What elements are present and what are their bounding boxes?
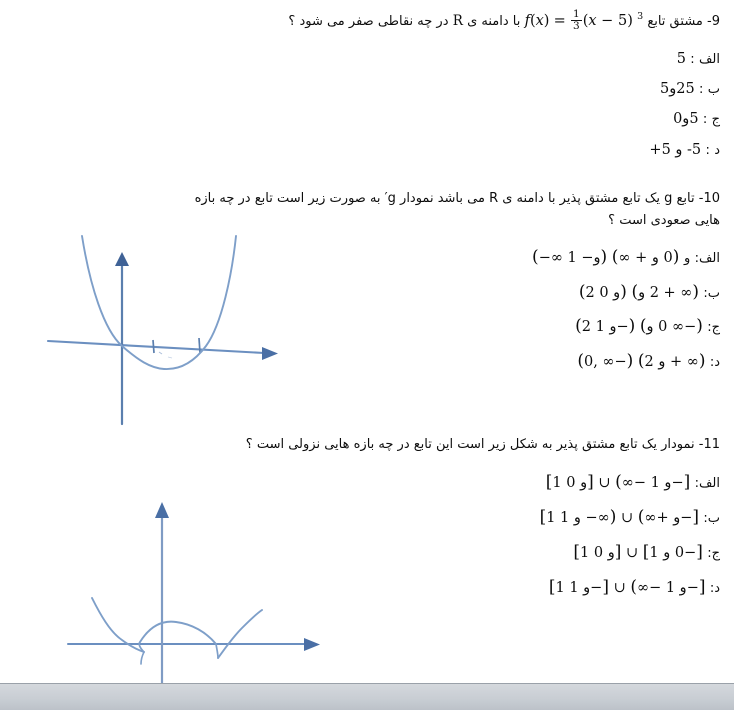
question-11-option-dal[interactable] <box>549 578 720 598</box>
question-11-option-be[interactable] <box>540 508 720 528</box>
option-key: ب <box>707 82 720 97</box>
question-9-option-dal[interactable] <box>649 141 720 160</box>
y-axis-arrowhead <box>115 252 129 266</box>
question-9-option-alef[interactable] <box>677 50 720 69</box>
option-value: 5 <box>676 51 686 67</box>
option-separator: : <box>694 476 699 491</box>
question-10-option-be[interactable] <box>579 283 720 303</box>
question-11-number: 11- <box>694 437 720 452</box>
question-9-lead: مشتق تابع <box>647 13 703 29</box>
wavy-curve-arch <box>140 622 216 644</box>
option-separator: : <box>709 581 715 596</box>
figure-q10 <box>46 226 336 426</box>
wavy-curve-right-rise <box>218 610 262 658</box>
figure-q11 <box>66 472 356 707</box>
x-axis-arrowhead <box>304 638 320 651</box>
question-9-binomial: ( <box>582 12 589 29</box>
option-key: د <box>714 355 720 370</box>
option-key: الف <box>698 476 720 491</box>
option-key: ج <box>711 112 720 127</box>
option-separator: : <box>705 143 710 158</box>
option-value: (0, ∞−) (2 و + ∞) <box>577 351 706 371</box>
tick-mark-2 <box>199 338 200 353</box>
option-key: ج <box>711 546 720 561</box>
question-9-equals: = <box>553 12 566 29</box>
sketch-mark-2 <box>168 357 172 358</box>
question-9-text: 9- مشتق تابع $^3$ f(x) = $\frac{1}{3}$ (x − 5) با دامنه ی R در چه نقاطی صفر می شود ؟ <box>288 8 720 33</box>
y-axis-arrowhead <box>155 502 169 518</box>
option-value: (2 و 0) (2 و + ∞) <box>578 282 700 302</box>
question-11-option-alef[interactable] <box>546 473 720 493</box>
fraction-numerator: 1 <box>573 8 580 21</box>
option-key: د <box>714 581 720 596</box>
question-9-exponent: 3 <box>637 11 644 22</box>
question-10-option-alef[interactable] <box>532 248 720 268</box>
question-9-number: 9- <box>702 13 720 29</box>
question-9-option-jim[interactable] <box>673 110 720 129</box>
option-value: [1 و +∞) ∪ (∞− و 1−] <box>539 507 700 527</box>
x-axis-arrowhead <box>262 347 278 360</box>
option-separator: : <box>709 355 715 370</box>
viewer-bottom-bar <box>0 683 734 710</box>
option-key: ب <box>707 286 720 301</box>
question-10-option-jim[interactable] <box>575 317 720 337</box>
question-9-fraction <box>571 9 582 32</box>
question-9-function: f <box>524 12 530 29</box>
question-10-option-dal[interactable] <box>577 352 720 372</box>
question-10-number: 10- <box>694 191 720 206</box>
option-separator: : <box>694 251 699 266</box>
option-separator: : <box>707 546 712 561</box>
option-key: د <box>714 143 720 158</box>
option-value: 5و0 <box>673 111 699 127</box>
wavy-curve-left-tail <box>141 652 144 664</box>
x-axis <box>48 341 264 353</box>
option-value: 25و5 <box>660 81 695 97</box>
option-key: ب <box>707 511 720 526</box>
option-key: ج <box>711 320 720 335</box>
option-value: [1 و 0] ∪ (∞− و 1−] <box>545 472 691 492</box>
tick-mark-1 <box>153 340 154 353</box>
option-value: (2 و 1−) (0 و ∞−) <box>575 316 703 336</box>
question-9-domain: R <box>452 12 463 29</box>
option-separator: : <box>699 82 704 97</box>
option-separator: : <box>707 320 712 335</box>
option-value: (−∞ و− 1) و (0 و + ∞) <box>532 247 691 267</box>
option-value: 5- و 5+ <box>649 142 702 158</box>
option-value: [1 و 1−] ∪ (∞− و 1−] <box>548 577 706 597</box>
question-10-text-line1 <box>164 188 720 209</box>
question-11-body: نمودار یک تابع مشتق پذیر به شکل زیر است این تابع در چه بازه هایی نزولی است ؟ <box>245 437 695 452</box>
wavy-curve-right-dip <box>216 644 218 658</box>
option-key: الف <box>698 52 720 67</box>
option-separator: : <box>703 286 708 301</box>
question-9-tail: در چه نقاطی صفر می شود ؟ <box>288 13 449 29</box>
option-separator: : <box>702 112 708 127</box>
option-separator: : <box>703 511 708 526</box>
sketch-mark <box>159 352 162 354</box>
option-value: [1 و 0] ∪ [0 و 1−] <box>573 542 703 562</box>
question-10-body-cont: هایی صعودی است ؟ <box>608 213 720 228</box>
question-11-option-jim[interactable] <box>573 543 720 563</box>
fraction-denominator: 3 <box>573 20 580 33</box>
option-key: الف <box>698 251 720 266</box>
question-9-option-be[interactable] <box>660 80 720 99</box>
question-11-text <box>164 434 720 455</box>
option-separator: : <box>690 52 695 67</box>
question-10-body: تابع g یک تابع مشتق پذیر با دامنه ی R می باشد نمودار g′ به صورت زیر است تابع در چه بازه <box>194 191 695 206</box>
question-9-after-formula: با دامنه ی <box>467 13 521 29</box>
